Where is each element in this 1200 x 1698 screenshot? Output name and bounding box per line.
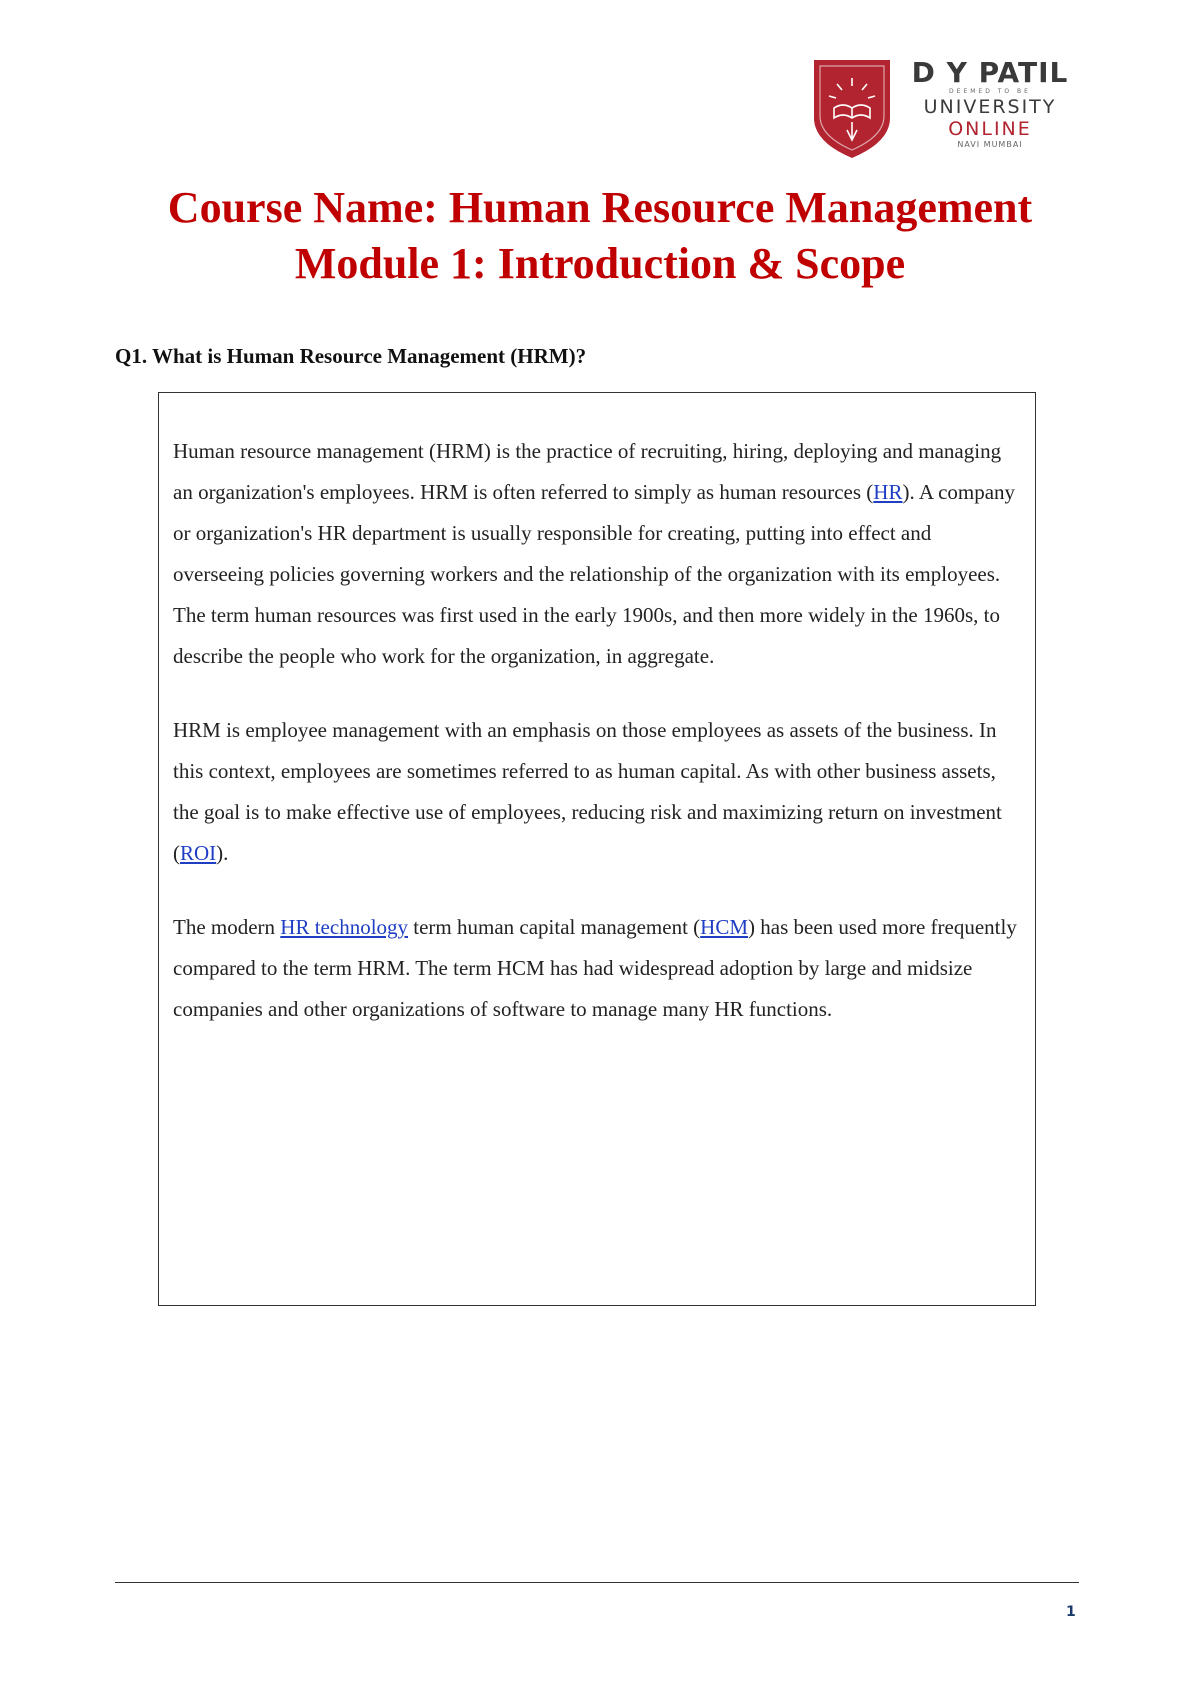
answer-paragraph-3 [173, 907, 1023, 1030]
link-hcm[interactable]: HCM [700, 915, 749, 939]
answer-p3-text-a: The modern [173, 915, 281, 939]
link-hr[interactable]: HR [873, 480, 903, 504]
footer-divider [115, 1582, 1079, 1583]
answer-p2-text-a: HRM is employee management with an emphasis on those employees as assets of the business. In this context, employees are sometimes referred to as human capital. As with other business assets, the goal is to make effective use of employees, reducing risk and maximizing return on investment ( [173, 718, 1002, 865]
page-number: 1 [1066, 1604, 1076, 1620]
logo-wordmark [910, 58, 1070, 150]
question-heading: Q1. What is Human Resource Management (HRM)? [115, 344, 587, 368]
logo-line-city: NAVI MUMBAI [957, 140, 1023, 149]
module-title: Module 1: Introduction & Scope [294, 239, 906, 288]
logo-line-dy-patil: D Y PATIL [911, 56, 1069, 89]
answer-p2-text-b: ). [216, 841, 229, 865]
logo-line-university: UNIVERSITY [923, 96, 1057, 118]
answer-p3-text-c: ) has been used more frequently compared to the term HRM. The term HCM has had widespread adoption by large and midsize companies and other organizations of software to manage many HR functions. [173, 915, 1017, 1021]
logo-line-online: ONLINE [948, 118, 1032, 140]
course-title: Course Name: Human Resource Management [167, 183, 1033, 232]
logo-line-deemed: DEEMED TO BE [949, 88, 1031, 95]
answer-p1-text-a: Human resource management (HRM) is the practice of recruiting, hiring, deploying and managing an organization's employees. HRM is often referred to simply as human resources ( [173, 439, 1002, 504]
university-logo [792, 44, 1082, 172]
answer-paragraph-1 [173, 431, 1023, 677]
answer-text [173, 431, 1023, 1063]
answer-box [158, 392, 1036, 1306]
link-hr-technology[interactable]: HR technology [280, 915, 409, 939]
answer-p3-text-b: term human capital management ( [408, 915, 701, 939]
link-roi[interactable]: ROI [180, 841, 217, 865]
shield-emblem-icon [810, 56, 894, 160]
answer-paragraph-2 [173, 710, 1023, 874]
answer-p1-text-b: ). A company or organization's HR department is usually responsible for creating, putting into effect and overseeing policies governing workers and the relationship of the organization with its employees. The term human resources was first used in the early 1900s, and then more widely in the 1960s, to describe the people who work for the organization, in aggregate. [173, 480, 1016, 668]
